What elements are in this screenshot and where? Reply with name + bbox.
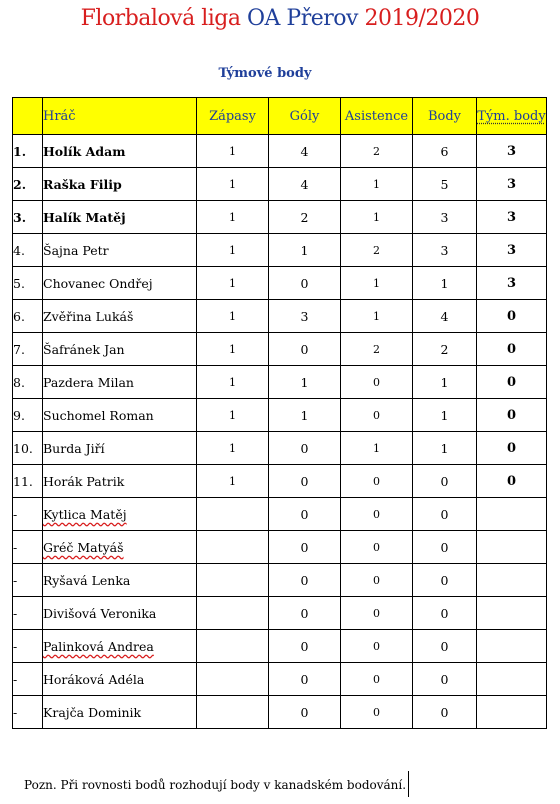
cell-rank: - [13,696,43,729]
cell-goals: 0 [269,630,341,663]
cell-goals: 0 [269,531,341,564]
cell-goals: 1 [269,366,341,399]
table-row [13,531,547,564]
cell-goals: 1 [269,399,341,432]
cell-matches [197,498,269,531]
cell-rank: 7. [13,333,43,366]
cell-points: 3 [413,234,477,267]
cell-team-points: 0 [477,432,547,465]
cell-assists: 1 [341,300,413,333]
table-row [13,300,547,333]
cell-team-points [477,696,547,729]
cell-matches [197,696,269,729]
cell-rank: 1. [13,135,43,168]
cell-matches: 1 [197,465,269,498]
header-points: Body [413,98,477,135]
table-row [13,366,547,399]
cell-points: 3 [413,201,477,234]
cell-assists: 0 [341,498,413,531]
cell-player-name: Divišová Veronika [43,597,197,630]
player-name-text: Kytlica Matěj [43,506,127,522]
cell-matches [197,564,269,597]
cell-team-points [477,597,547,630]
table-row [13,465,547,498]
cell-rank: 11. [13,465,43,498]
cell-assists: 2 [341,333,413,366]
cell-assists: 1 [341,267,413,300]
cell-goals: 2 [269,201,341,234]
table-row [13,498,547,531]
cell-matches: 1 [197,366,269,399]
cell-matches: 1 [197,168,269,201]
cell-matches: 1 [197,135,269,168]
table-subtitle: Týmové body [218,66,312,81]
cell-goals: 0 [269,498,341,531]
cell-matches [197,630,269,663]
table-row [13,564,547,597]
cell-points: 0 [413,597,477,630]
cell-player-name: Šajna Petr [43,234,197,267]
cell-rank: - [13,531,43,564]
cell-player-name: Šafránek Jan [43,333,197,366]
cell-matches: 1 [197,201,269,234]
cell-assists: 0 [341,465,413,498]
cell-points: 0 [413,498,477,531]
cell-matches: 1 [197,399,269,432]
cell-player-name: Krajča Dominik [43,696,197,729]
cell-player-name: Zvěřina Lukáš [43,300,197,333]
cell-points: 1 [413,267,477,300]
cell-matches [197,663,269,696]
cell-team-points [477,498,547,531]
table-row [13,630,547,663]
cell-points: 2 [413,333,477,366]
title-league: Florbalová liga [80,6,247,31]
header-rank [13,98,43,135]
cell-team-points: 3 [477,234,547,267]
cell-team-points: 3 [477,201,547,234]
cell-rank: - [13,597,43,630]
cell-goals: 0 [269,663,341,696]
cell-points: 5 [413,168,477,201]
cell-team-points [477,663,547,696]
cell-player-name: Ryšavá Lenka [43,564,197,597]
cell-rank: - [13,663,43,696]
cell-rank: 10. [13,432,43,465]
cell-assists: 0 [341,696,413,729]
cell-goals: 0 [269,465,341,498]
header-matches: Zápasy [197,98,269,135]
table-row [13,333,547,366]
cell-rank: - [13,564,43,597]
cell-points: 6 [413,135,477,168]
cell-matches [197,531,269,564]
cell-player-name: Horák Patrik [43,465,197,498]
cell-points: 1 [413,399,477,432]
cell-player-name: Suchomel Roman [43,399,197,432]
table-row [13,597,547,630]
cell-points: 0 [413,465,477,498]
text-cursor [408,771,409,797]
cell-rank: - [13,630,43,663]
player-name-text: Gréč Matyáš [43,539,124,555]
cell-assists: 0 [341,531,413,564]
header-team-points: Tým. body [477,98,547,135]
cell-assists: 0 [341,597,413,630]
cell-assists: 0 [341,630,413,663]
cell-matches: 1 [197,267,269,300]
footnote-text: Pozn. Při rovnosti bodů rozhodují body v kanadském bodování. [24,778,407,792]
cell-team-points: 0 [477,300,547,333]
cell-rank: 5. [13,267,43,300]
table-row [13,201,547,234]
table-row [13,168,547,201]
cell-team-points: 3 [477,135,547,168]
header-player: Hráč [43,98,197,135]
cell-rank: 8. [13,366,43,399]
title-school: OA Přerov [247,6,365,31]
cell-goals: 0 [269,564,341,597]
cell-player-name [43,630,197,663]
cell-matches: 1 [197,432,269,465]
cell-points: 0 [413,531,477,564]
cell-player-name [43,531,197,564]
table-row [13,696,547,729]
cell-player-name: Horáková Adéla [43,663,197,696]
cell-assists: 1 [341,201,413,234]
cell-assists: 0 [341,663,413,696]
cell-goals: 4 [269,168,341,201]
cell-points: 1 [413,366,477,399]
cell-rank: - [13,498,43,531]
table-header-row [13,98,547,135]
cell-rank: 9. [13,399,43,432]
cell-team-points [477,630,547,663]
cell-points: 4 [413,300,477,333]
cell-assists: 2 [341,234,413,267]
cell-rank: 4. [13,234,43,267]
header-goals: Góly [269,98,341,135]
cell-goals: 0 [269,597,341,630]
header-assists: Asistence [341,98,413,135]
cell-goals: 0 [269,333,341,366]
document-title [0,6,560,31]
cell-player-name: Halík Matěj [43,201,197,234]
cell-player-name: Holík Adam [43,135,197,168]
cell-team-points [477,564,547,597]
cell-matches: 1 [197,333,269,366]
cell-goals: 4 [269,135,341,168]
cell-goals: 1 [269,234,341,267]
cell-goals: 0 [269,267,341,300]
cell-assists: 0 [341,564,413,597]
cell-matches: 1 [197,234,269,267]
table-row [13,135,547,168]
cell-assists: 0 [341,366,413,399]
cell-team-points: 0 [477,399,547,432]
cell-team-points: 3 [477,168,547,201]
cell-goals: 3 [269,300,341,333]
cell-rank: 2. [13,168,43,201]
cell-goals: 0 [269,432,341,465]
cell-assists: 2 [341,135,413,168]
standings-table [12,97,547,729]
cell-assists: 1 [341,168,413,201]
table-row [13,234,547,267]
player-name-text: Palinková Andrea [43,638,154,654]
cell-points: 0 [413,663,477,696]
cell-goals: 0 [269,696,341,729]
cell-points: 1 [413,432,477,465]
cell-points: 0 [413,630,477,663]
cell-player-name [43,498,197,531]
cell-team-points: 0 [477,366,547,399]
cell-matches: 1 [197,300,269,333]
cell-team-points: 0 [477,333,547,366]
cell-team-points: 3 [477,267,547,300]
cell-assists: 1 [341,432,413,465]
cell-team-points: 0 [477,465,547,498]
table-row [13,399,547,432]
cell-player-name: Chovanec Ondřej [43,267,197,300]
cell-points: 0 [413,696,477,729]
cell-team-points [477,531,547,564]
table-row [13,663,547,696]
cell-rank: 3. [13,201,43,234]
footnote [24,771,409,797]
cell-matches [197,597,269,630]
cell-rank: 6. [13,300,43,333]
cell-assists: 0 [341,399,413,432]
cell-player-name: Pazdera Milan [43,366,197,399]
table-row [13,432,547,465]
table-row [13,267,547,300]
cell-points: 0 [413,564,477,597]
cell-player-name: Burda Jiří [43,432,197,465]
cell-player-name: Raška Filip [43,168,197,201]
title-season: 2019/2020 [364,6,480,31]
